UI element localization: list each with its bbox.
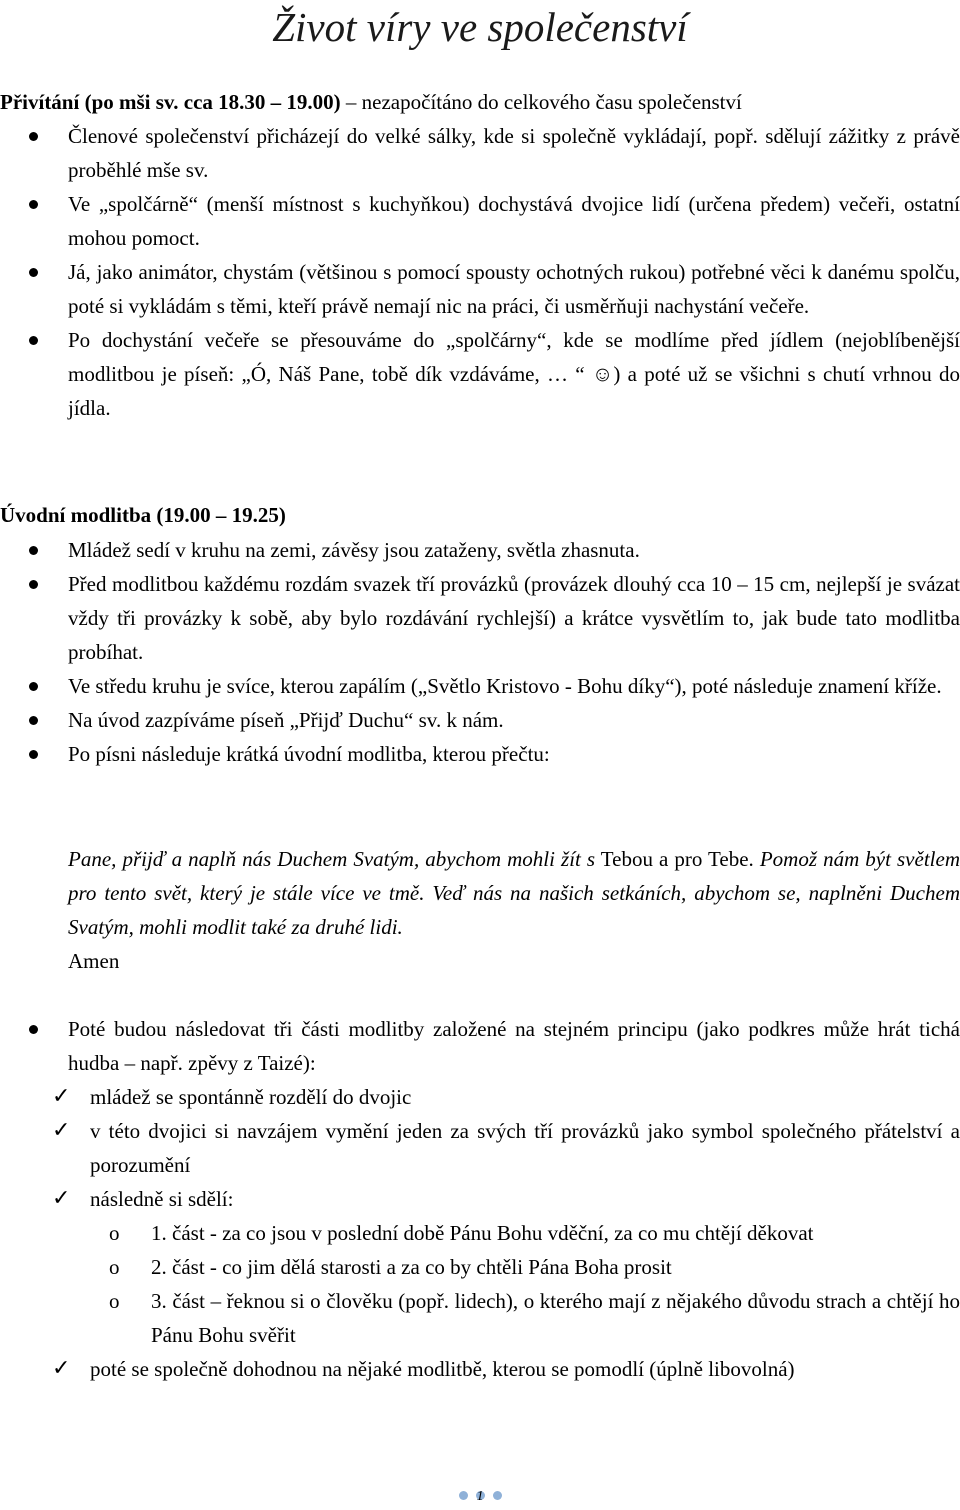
- list-item-text: Členové společenství přicházejí do velké sálky, kde si společně vykládají, popř. sdělují zážitky z právě proběhlé mše sv.: [68, 124, 960, 182]
- circle-bullet-icon: o: [109, 1255, 120, 1279]
- list-item-text: Po písni následuje krátká úvodní modlitba, kterou přečtu:: [68, 742, 550, 766]
- prayer-text-normal: Tebou a pro Tebe.: [595, 847, 760, 871]
- check-icon: ✓: [52, 1118, 71, 1143]
- bullet-icon: [29, 132, 38, 141]
- document-title: Život víry ve společenství: [272, 4, 688, 50]
- bullet-icon: [29, 750, 38, 759]
- list-item-text: Po dochystání večeře se přesouváme do „spolčárny“, kde se modlíme před jídlem (nejoblíbenější modlitbou je píseň: „Ó, Náš Pane, tobě dík vzdáváme, … “ ☺) a poté už se všichni s chutí vrhnou do jídla.: [68, 328, 960, 420]
- list-item: [0, 737, 960, 771]
- welcome-list: [0, 119, 960, 425]
- opening-prayer: [68, 842, 960, 978]
- check-item: [0, 1080, 960, 1114]
- bullet-icon: [29, 716, 38, 725]
- prayer-text-italic: Pane, přijď a naplň nás Duchem Svatým, abychom mohli žít s: [68, 847, 596, 871]
- sub-item: [90, 1216, 960, 1250]
- sub-item-text: 3. část – řeknou si o člověku (popř. lidech), o kterého mají z nějakého důvodu strach a chtějí ho Pánu Bohu svěřit: [151, 1289, 960, 1347]
- list-item-text: Před modlitbou každému rozdám svazek tří provázků (provázek dlouhý cca 10 – 15 cm, nejlepší je svázat vždy tři provázky k sobě, aby bylo rozdávání rychlejší) a krátce vysvětlím to, jak bude tato modlitba probíhat.: [68, 572, 960, 664]
- welcome-heading: [0, 85, 958, 119]
- list-item-text: Na úvod zazpíváme píseň „Přijď Duchu“ sv. k nám.: [68, 708, 504, 732]
- list-item-text: Ve středu kruhu je svíce, kterou zapálím („Světlo Kristovo - Bohu díky“), poté následuje znamení kříže.: [68, 674, 942, 698]
- check-item-text: mládež se spontánně rozdělí do dvojic: [90, 1085, 412, 1109]
- prayer-text-italic-2: Pomož nám být světlem pro tento svět, který je stále více ve tmě. Veď nás na našich setkáních, abychom se, naplněni Duchem Svatým, mohli modlit také za druhé lidi.: [68, 847, 960, 939]
- sub-item: [90, 1284, 960, 1352]
- list-item-text: Ve „spolčárně“ (menší místnost s kuchyňkou) dochystává dvojice lidí (určena předem) večeři, ostatní mohou pomoct.: [68, 192, 960, 250]
- check-item: [0, 1352, 960, 1386]
- list-item-text: Já, jako animátor, chystám (většinou s pomocí spousty ochotných rukou) potřebné věci k danému spolču, poté si vykládám s těmi, kteří právě nemají nic na práci, či usměrňuji nachystání večeře.: [68, 260, 960, 318]
- check-icon: ✓: [52, 1186, 71, 1211]
- welcome-heading-bold: Přivítání (po mši sv. cca 18.30 – 19.00): [0, 90, 341, 114]
- list-item: [0, 323, 960, 425]
- list-item: [0, 187, 960, 255]
- check-item: [0, 1114, 960, 1182]
- check-item-text: v této dvojici si navzájem vymění jeden za svých tří provázků jako symbol společného přátelství a porozumění: [90, 1119, 960, 1177]
- list-item: [0, 703, 960, 737]
- bullet-icon: [29, 1025, 38, 1034]
- check-item-text: poté se společně dohodnou na nějaké modlitbě, kterou se pomodlí (úplně libovolná): [90, 1357, 795, 1381]
- list-item-text: Mládež sedí v kruhu na zemi, závěsy jsou zataženy, světla zhasnuta.: [68, 538, 640, 562]
- check-item: [0, 1182, 960, 1352]
- list-item: [0, 255, 960, 323]
- list-item: [0, 669, 960, 703]
- bullet-icon: [29, 200, 38, 209]
- list-item: [0, 1012, 960, 1080]
- parts-list: [0, 1012, 960, 1080]
- checklist-container: [52, 1080, 960, 1386]
- welcome-heading-rest: – nezapočítáno do celkového času společenství: [340, 90, 742, 114]
- prayer-amen: Amen: [68, 949, 120, 973]
- check-icon: ✓: [52, 1084, 71, 1109]
- bullet-icon: [29, 580, 38, 589]
- bullet-icon: [29, 546, 38, 555]
- intro-list: [0, 533, 960, 771]
- list-item: [0, 533, 960, 567]
- check-item-text: následně si sdělí:: [90, 1187, 234, 1211]
- bullet-icon: [29, 336, 38, 345]
- list-item: [0, 567, 960, 669]
- bullet-icon: [29, 268, 38, 277]
- list-item-text: Poté budou následovat tři části modlitby založené na stejném principu (jako podkres může hrát tichá hudba – např. zpěvy z Taizé):: [68, 1017, 960, 1075]
- checklist: [0, 1080, 960, 1386]
- bullet-icon: [29, 682, 38, 691]
- sub-item: [90, 1250, 960, 1284]
- list-item: [0, 119, 960, 187]
- intro-heading: Úvodní modlitba (19.00 – 19.25): [0, 503, 286, 527]
- sub-list: [90, 1216, 960, 1352]
- circle-bullet-icon: o: [109, 1221, 120, 1245]
- sub-item-text: 2. část - co jim dělá starosti a za co by chtěli Pána Boha prosit: [151, 1255, 672, 1279]
- circle-bullet-icon: o: [109, 1289, 120, 1313]
- sub-item-text: 1. část - za co jsou v poslední době Pánu Bohu vděční, za co mu chtějí děkovat: [151, 1221, 814, 1245]
- page-number: 1: [476, 1489, 484, 1504]
- check-icon: ✓: [52, 1356, 71, 1381]
